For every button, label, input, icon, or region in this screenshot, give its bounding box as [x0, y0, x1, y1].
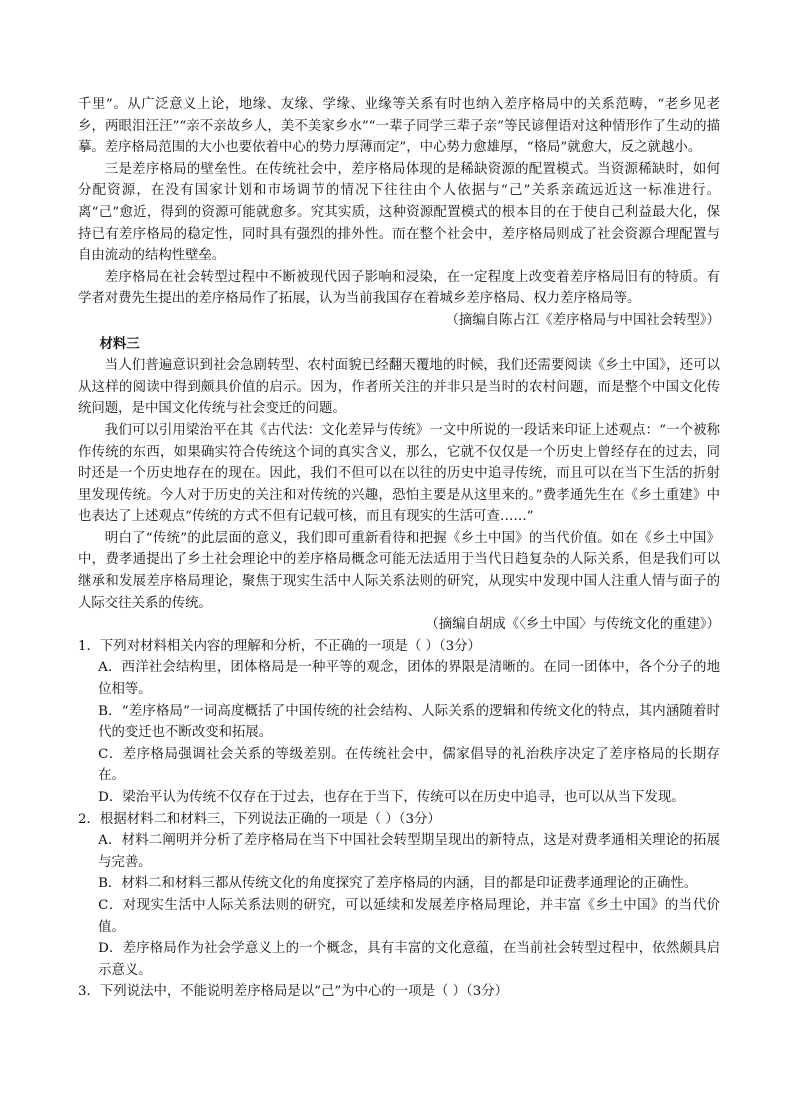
exam-page — [78, 94, 720, 1003]
source-citation: （摘编自陈占江《差序格局与中国社会转型》） — [445, 312, 720, 328]
passage-paragraph: 明白了“传统”的此层面的意义，我们即可重新看待和把握《乡土中国》的当代价值。如在《乡土中国》中，费孝通提出了乡土社会理论中的差序格局概念可能无法适用于当代日趋复杂的人际关系，但是我们可以继承和发展差序格局理论，聚焦于现实生活中人际关系法则的研究，从现实中发现中国人注重人情与面子的人际交往关系的传统。 — [78, 530, 720, 611]
question-3 — [78, 981, 720, 1003]
material-heading: 材料三 — [99, 335, 140, 352]
question-1 — [78, 636, 720, 809]
option-c[interactable]: C．对现实生活中人际关系法则的研究，可以延续和发展差序格局理论，并丰富《乡土中国》的当代价值。 — [98, 897, 720, 935]
question-stem: 1．下列对材料相关内容的理解和分析，不正确的一项是（ ）（3分） — [78, 638, 481, 654]
option-c[interactable]: C．差序格局强调社会关系的等级差别。在传统社会中，儒家倡导的礼治秩序决定了差序格局的长期存在。 — [98, 746, 720, 784]
question-2 — [78, 809, 720, 982]
option-b[interactable]: B．材料二和材料三都从传统文化的角度探究了差序格局的内涵，目的都是印证费孝通理论的正确性。 — [98, 876, 698, 892]
source-citation: （摘编自胡成《〈乡土中国〉与传统文化的重建》） — [425, 617, 720, 633]
question-stem: 3．下列说法中，不能说明差序格局是以“己”为中心的一项是（ ）（3分） — [78, 984, 509, 1000]
option-a[interactable]: A．材料二阐明并分析了差序格局在当下中国社会转型期呈现出的新特点，这是对费孝通相关理论的拓展与完善。 — [98, 833, 720, 870]
passage-paragraph: 千里”。从广泛意义上论，地缘、友缘、学缘、业缘等关系有时也纳入差序格局中的关系范畴，“老乡见老乡，两眼泪汪汪”“亲不亲故乡人，美不美家乡水”“一辈子同学三辈子亲”等民谚俚语对这种情形作了生动的描摹。差序格局范围的大小也要依着中心的势力厚薄而定”，中心势力愈雄厚，“格局”就愈大，反之就越小。 — [78, 97, 720, 156]
option-a[interactable]: A．西洋社会结构里，团体格局是一种平等的观念，团体的界限是清晰的。在同一团体中，各个分子的地位相等。 — [98, 660, 720, 698]
option-b[interactable]: B．“差序格局”一词高度概括了中国传统的社会结构、人际关系的逻辑和传统文化的特点，其内涵随着时代的变迁也不断改变和拓展。 — [98, 703, 720, 741]
option-d[interactable]: D．差序格局作为社会学意义上的一个概念，具有丰富的文化意蕴，在当前社会转型过程中，依然颇具启示意义。 — [98, 941, 720, 978]
question-stem: 2．根据材料二和材料三，下列说法正确的一项是（ ）（3分） — [78, 811, 441, 827]
passage-paragraph: 差序格局在社会转型过程中不断被现代因子影响和浸染，在一定程度上改变着差序格局旧有的特质。有学者对费先生提出的差序格局作了拓展，认为当前我国存在着城乡差序格局、权力差序格局等。 — [78, 269, 720, 307]
option-d[interactable]: D．梁治平认为传统不仅存在于过去，也存在于当下，传统可以在历史中追寻，也可以从当下发现。 — [98, 790, 685, 805]
passage-paragraph: 当人们普遍意识到社会急剧转型、农村面貌已经翻天覆地的时候，我们还需要阅读《乡土中国》，还可以从这样的阅读中得到颇具价值的启示。因为，作者所关注的并非只是当时的农村问题，而是整个中国文化传统问题，是中国文化传统与社会变迁的问题。 — [78, 358, 720, 417]
passage-paragraph: 三是差序格局的壁垒性。在传统社会中，差序格局体现的是稀缺资源的配置模式。当资源稀缺时，如何分配资源，在没有国家计划和市场调节的情况下往往由个人依据与“己”关系亲疏远近这一标准进行。离“己”愈近，得到的资源可能就愈多。究其实质，这种资源配置模式的根本目的在于使自己利益最大化，保持已有差序格局的稳定性，同时具有强烈的排外性。而在整个社会中，差序格局则成了社会资源合理配置与自由流动的结构性壁垒。 — [78, 161, 720, 264]
passage-paragraph: 我们可以引用梁治平在其《古代法：文化差异与传统》一文中所说的一段话来印证上述观点：“一个被称作传统的东西，如果确实符合传统这个词的真实含义，那么，它就不仅仅是一个历史上曾经存在的过去，同时还是一个历史地存在的现在。因此，我们不但可以在以往的历史中追寻传统，而且可以在当下生活的折射里发现传统。今人对于历史的关注和对传统的兴趣，恐怕主要是从这里来的。”费孝通先生在《乡土重建》中也表达了上述观点“传统的方式不但有记载可核，而且有现实的生活可查……” — [78, 422, 720, 525]
